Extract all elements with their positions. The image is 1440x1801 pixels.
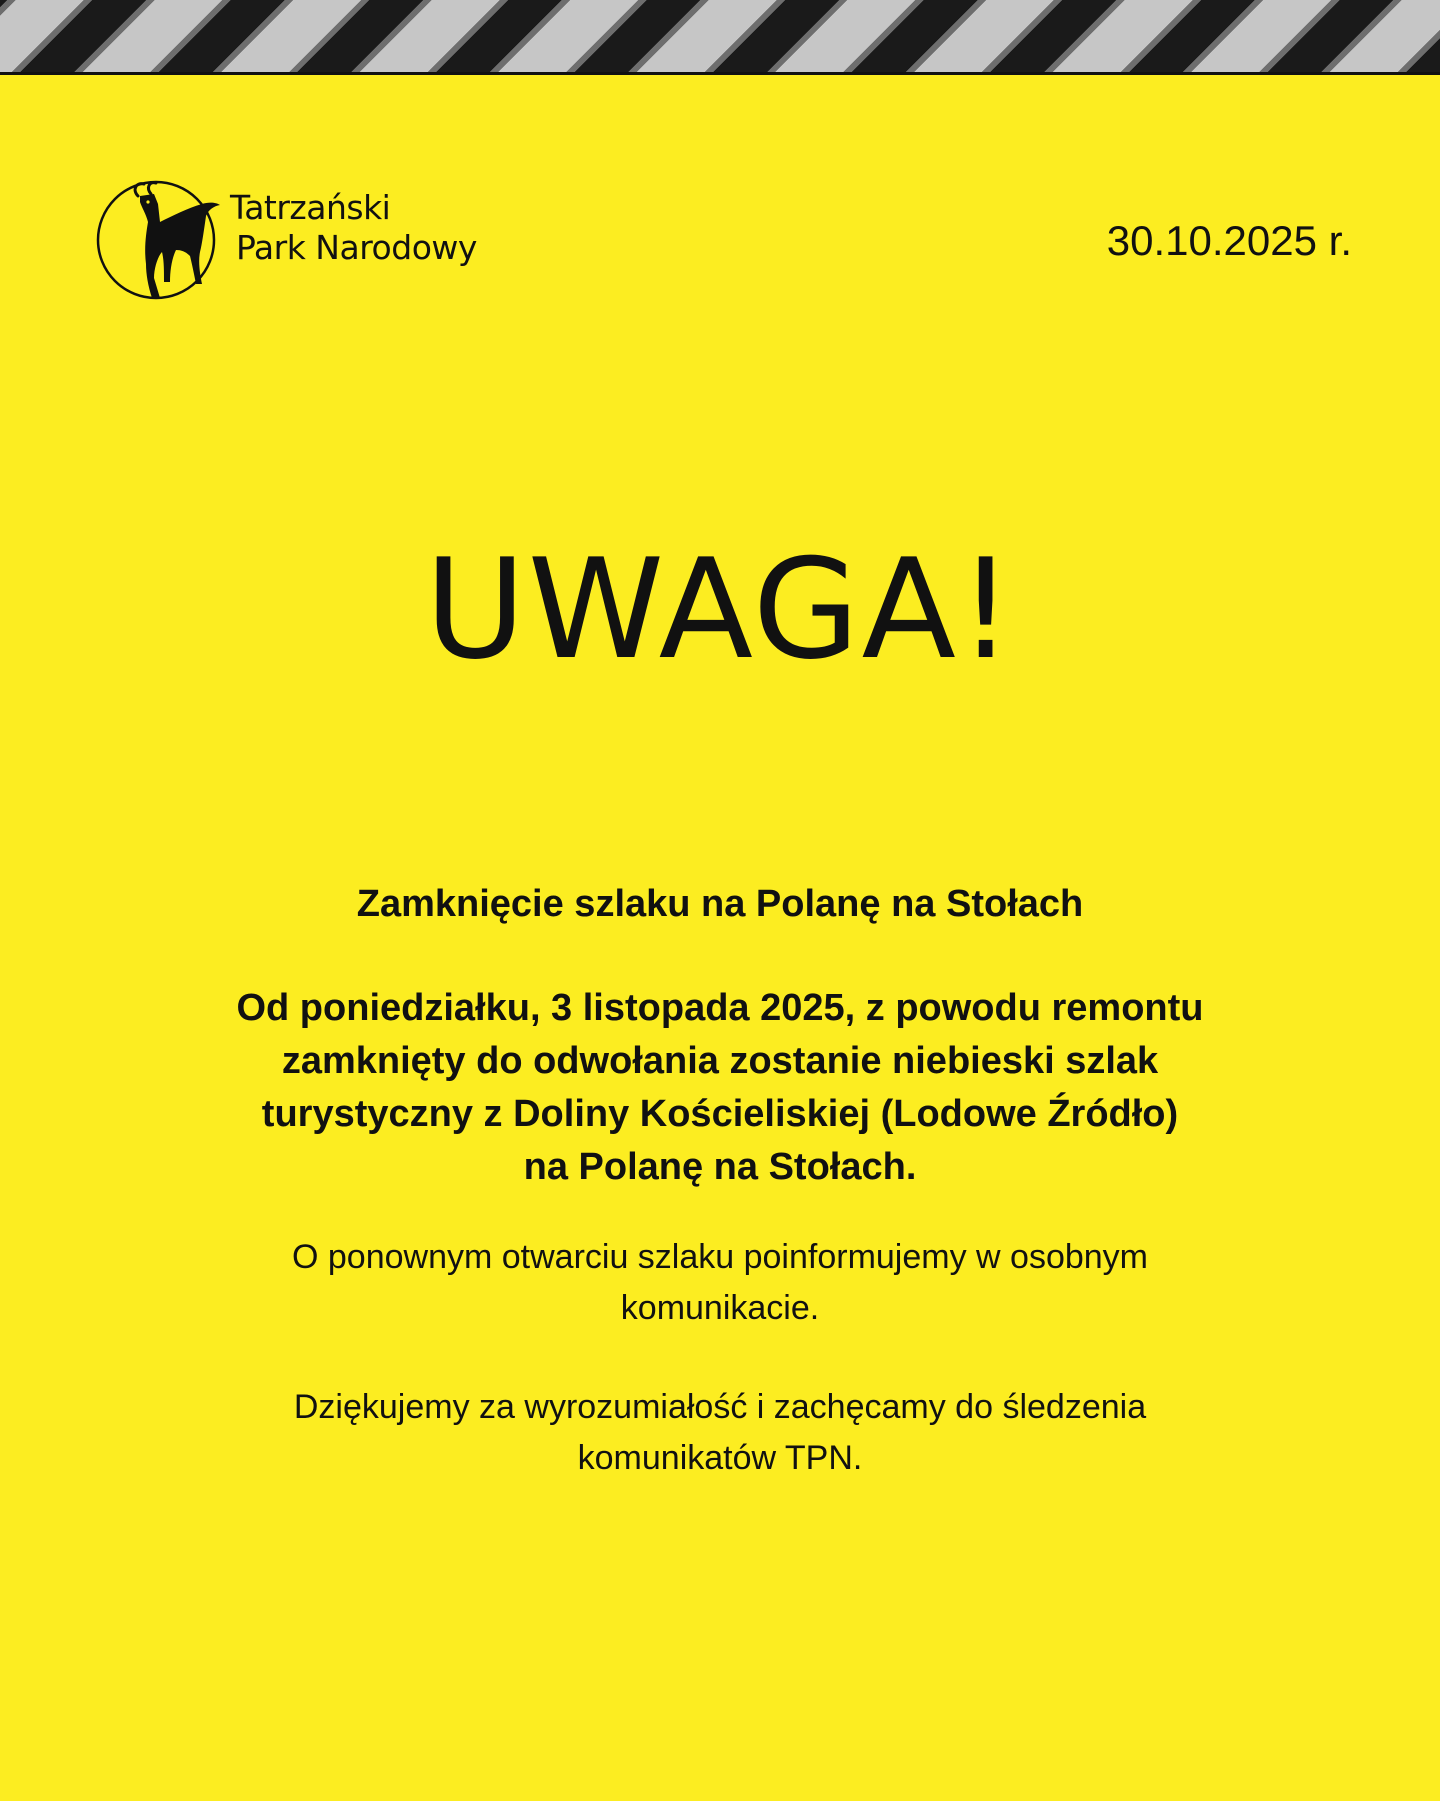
closure-line: Od poniedziałku, 3 listopada 2025, z powodu remontu: [236, 987, 1204, 1029]
thanks-message: [220, 1382, 1220, 1484]
notice-subtitle: Zamknięcie szlaku na Polanę na Stołach: [356, 883, 1084, 925]
reopen-line: O ponownym otwarciu szlaku poinformujemy w osobnym: [291, 1238, 1148, 1276]
logo-wordmark: [230, 188, 477, 268]
reopen-line: komunikacie.: [620, 1289, 820, 1327]
closure-line: turystyczny z Doliny Kościeliskiej (Lodowe Źródło): [261, 1093, 1179, 1135]
closure-announcement: [170, 982, 1270, 1194]
notice-content: [120, 874, 1320, 1484]
closure-line: na Polanę na Stołach.: [523, 1146, 917, 1188]
tpn-logo: [96, 178, 516, 303]
thanks-line: komunikatów TPN.: [577, 1439, 863, 1477]
closure-line: zamknięty do odwołania zostanie niebieski szlak: [281, 1040, 1159, 1082]
thanks-line: Dziękujemy za wyrozumiałość i zachęcamy do śledzenia: [293, 1388, 1147, 1426]
warning-stripe-band: [0, 0, 1440, 75]
logo-line-1: Tatrzański: [230, 188, 391, 227]
chamois-logo-icon: [96, 178, 226, 303]
warning-headline: UWAGA!: [424, 529, 1016, 690]
notice-date: 30.10.2025 r.: [1106, 217, 1352, 264]
reopen-info: [220, 1232, 1220, 1334]
logo-line-2: Park Narodowy: [236, 228, 477, 267]
